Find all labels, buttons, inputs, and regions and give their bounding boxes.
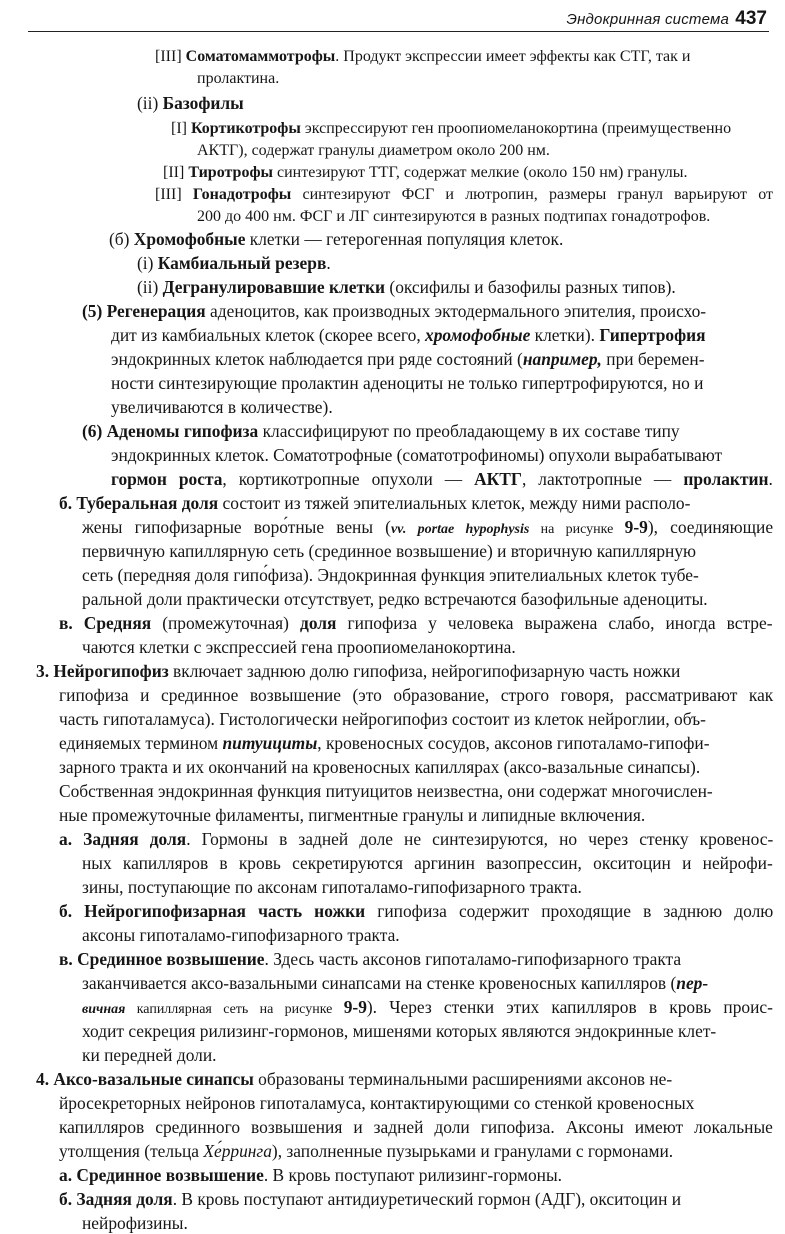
text-line — [197, 140, 550, 162]
text-line — [82, 300, 706, 322]
text-span: . Гормоны в задней доле не синтезируются, но через стенку кровенос- — [186, 829, 774, 849]
text-span: Собственная эндокринная функция питуицитов неизвестна, они содержат многочислен- — [59, 781, 713, 801]
emphasis-text: б. Задняя доля — [59, 1189, 173, 1209]
text-line — [197, 68, 279, 90]
emphasis-text: в. Срединное возвышение — [59, 949, 265, 969]
text-line — [59, 684, 773, 706]
text-span: йросекреторных нейронов гипоталамуса, контактирующими со стенкой кровеносных — [59, 1093, 695, 1113]
text-span: жены гипофизарные воро́тные вены ( — [82, 517, 391, 537]
text-span: зины, поступающие по аксонам гипоталамо-гипофизарного тракта. — [82, 877, 582, 897]
text-line — [155, 184, 773, 206]
text-span: экспрессируют ген проопиомеланокортина (преимущественно — [300, 120, 732, 137]
text-span: синтезируют ТТГ, содержат мелкие (около 150 нм) гранулы. — [273, 164, 688, 181]
emphasis-text: хромофобные — [425, 325, 531, 345]
text-span: ных капилляров в кровь секретируются аргинин вазопрессин, окситоцин и нейрофи- — [82, 853, 773, 873]
text-line — [82, 1044, 217, 1066]
text-span: капилляров срединного возвышения и задней доли гипофиза. Аксоны имеют локальные — [59, 1117, 773, 1137]
text-line — [111, 444, 722, 466]
text-span: сеть (передняя доля гипо́физа). Эндокринная функция эпителиальных клеток тубе- — [82, 565, 699, 585]
emphasis-text: пер- — [676, 973, 709, 993]
emphasis-text: (6) Аденомы гипофиза — [82, 421, 259, 441]
text-span: Хе́рринга — [203, 1141, 272, 1161]
emphasis-text: Дегранулировавшие клетки — [162, 277, 386, 297]
text-line — [111, 348, 705, 370]
emphasis-text: пролактин — [683, 469, 769, 489]
text-span: , лактотропные — — [521, 469, 684, 489]
text-line — [82, 1212, 188, 1234]
text-span: , кортикотропные опухоли — — [222, 469, 475, 489]
text-line — [137, 252, 331, 274]
emphasis-text: Кортикотрофы — [190, 120, 301, 137]
text-line — [59, 1188, 681, 1210]
text-line — [59, 1116, 773, 1138]
text-span: ), соединяющие — [647, 517, 774, 537]
text-line — [82, 540, 696, 562]
text-span: . — [326, 253, 331, 273]
text-line — [59, 708, 706, 730]
text-span: первичную капиллярную сеть (срединное возвышение) и вторичную капиллярную — [82, 541, 697, 561]
text-line — [59, 804, 645, 826]
text-span: эндокринных клеток наблюдается при ряде состояний ( — [111, 349, 523, 369]
text-span: АКТГ), содержат гранулы диаметром около 200 нм. — [197, 142, 550, 159]
text-line — [82, 564, 699, 586]
emphasis-text: а. Задняя доля — [59, 829, 187, 849]
text-line — [137, 276, 676, 298]
text-span: часть гипоталамуса). Гистологически нейрогипофиз состоит из клеток нейроглии, объ- — [59, 709, 706, 729]
text-span: дит из камбиальных клеток (скорее всего, — [111, 325, 426, 345]
text-span: капиллярная сеть на рисунке — [125, 1002, 344, 1017]
text-span: на рисунке — [529, 522, 625, 537]
text-span: гипофиза у человека выражена слабо, иногда встре- — [336, 613, 773, 633]
page-header — [0, 6, 785, 32]
text-span: гипофиза и срединное возвышение (это образование, строго говоря, рассматривают как — [59, 685, 774, 705]
emphasis-text: Соматомаммотрофы — [185, 48, 336, 65]
text-span: . Здесь часть аксонов гипоталамо-гипофизарного тракта — [264, 949, 682, 969]
text-line — [59, 828, 773, 850]
emphasis-text: в. Средняя — [59, 613, 152, 633]
text-line — [59, 1092, 694, 1114]
text-line — [59, 756, 700, 778]
running-title: Эндокринная система — [566, 11, 729, 28]
text-line — [82, 972, 708, 994]
text-span: аксоны гипоталамо-гипофизарного тракта. — [82, 925, 400, 945]
text-span: увеличиваются в количестве). — [111, 397, 333, 417]
text-span: клетки — гетерогенная популяция клеток. — [245, 229, 564, 249]
emphasis-text: Тиротрофы — [188, 164, 274, 181]
text-span: включает заднюю долю гипофиза, нейрогипофизарную часть ножки — [168, 661, 681, 681]
text-line — [197, 206, 710, 228]
text-span: (ii) — [137, 93, 163, 113]
text-line — [163, 162, 688, 184]
emphasis-text: например, — [522, 349, 602, 369]
text-span: образованы терминальными расширениями аксонов не- — [253, 1069, 673, 1089]
text-line — [82, 636, 516, 658]
text-span: . В кровь поступают рилизинг-гормоны. — [263, 1165, 563, 1185]
emphasis-text: vv. portae hypophysis — [390, 522, 530, 537]
text-span: аденоцитов, как производных эктодермального эпителия, происхо- — [205, 301, 707, 321]
text-span: чаются клетки с экспрессией гена проопиомеланокортина. — [82, 637, 516, 657]
emphasis-text: 3. Нейрогипофиз — [36, 661, 169, 681]
text-span: ). Через стенки этих капилляров в кровь проис- — [366, 997, 773, 1017]
text-span: [II] — [163, 164, 189, 181]
text-span: единяемых термином — [59, 733, 223, 753]
text-span: нейрофизины. — [82, 1213, 188, 1233]
text-span: ), заполненные пузырьками и гранулами с гормонами. — [271, 1141, 674, 1161]
text-span: , кровеносных сосудов, аксонов гипоталамо-гипофи- — [317, 733, 710, 753]
text-line — [82, 996, 773, 1021]
text-span: (оксифилы и базофилы разных типов). — [385, 277, 676, 297]
emphasis-text: вичная — [82, 1002, 126, 1017]
text-line — [59, 1140, 673, 1162]
text-span: . Продукт экспрессии имеет эффекты как СТГ, так и — [335, 48, 691, 65]
text-line — [59, 492, 690, 514]
text-line — [82, 876, 582, 898]
text-line — [82, 924, 400, 946]
text-line — [82, 420, 680, 442]
text-line — [111, 372, 704, 394]
emphasis-text: б. Нейрогипофизарная часть ножки — [59, 901, 366, 921]
emphasis-text: Хромофобные — [133, 229, 246, 249]
emphasis-text: Гипертрофия — [599, 325, 706, 345]
text-line — [111, 324, 706, 346]
emphasis-text: 4. Аксо-вазальные синапсы — [36, 1069, 254, 1089]
text-span: [I] — [171, 120, 191, 137]
header-rule — [28, 31, 769, 32]
emphasis-text: Гонадотрофы — [192, 186, 292, 203]
text-line — [111, 396, 333, 418]
text-span: зарного тракта и их окончаний на кровеносных капиллярах (аксо-вазальные синапсы). — [59, 757, 701, 777]
text-span: заканчивается аксо-вазальными синапсами на стенке кровеносных капилляров ( — [82, 973, 677, 993]
text-span: . — [768, 469, 773, 489]
emphasis-text: Базофилы — [162, 93, 244, 113]
text-span: гипофиза содержит проходящие в заднюю долю — [365, 901, 774, 921]
text-span: синтезируют ФСГ и лютропин, размеры гранул варьируют от — [291, 186, 773, 203]
text-line — [59, 900, 773, 922]
page-number: 437 — [735, 8, 767, 29]
text-line — [137, 92, 244, 114]
text-line — [36, 660, 680, 682]
text-line — [59, 612, 773, 634]
text-span: утолщения (тельца — [59, 1141, 204, 1161]
text-span: [III] — [155, 186, 193, 203]
emphasis-text: доля — [300, 613, 337, 633]
text-span: ральной доли практически отсутствует, редко встречаются базофильные аденоциты. — [82, 589, 708, 609]
text-line — [109, 228, 563, 250]
text-span: 200 до 400 нм. ФСГ и ЛГ синтезируются в разных подтипах гонадотрофов. — [197, 208, 711, 225]
text-line — [59, 780, 713, 802]
text-line — [59, 732, 710, 754]
emphasis-text: 9-9 — [343, 997, 367, 1017]
text-span: (ii) — [137, 277, 163, 297]
text-line — [111, 468, 773, 490]
text-span: ности синтезирующие пролактин аденоциты не только гипертрофируются, но и — [111, 373, 704, 393]
text-span: состоит из тяжей эпителиальных клеток, между ними располо- — [218, 493, 691, 513]
text-span: ные промежуточные филаменты, пигментные гранулы и липидные включения. — [59, 805, 646, 825]
emphasis-text: гормон роста — [111, 469, 223, 489]
text-line — [82, 516, 773, 541]
text-span: . В кровь поступают антидиуретический гормон (АДГ), окситоцин и — [172, 1189, 682, 1209]
emphasis-text: АКТГ — [474, 469, 522, 489]
emphasis-text: 9-9 — [624, 517, 648, 537]
text-span: (б) — [109, 229, 134, 249]
emphasis-text: а. Срединное возвышение — [59, 1165, 264, 1185]
text-line — [155, 46, 690, 68]
emphasis-text: Камбиальный резерв — [157, 253, 327, 273]
text-span: ходит секреция рилизинг-гормонов, мишенями которых являются эндокринные клет- — [82, 1021, 717, 1041]
text-line — [59, 948, 681, 970]
text-line — [171, 118, 731, 140]
text-span: классифицируют по преобладающему в их составе типу — [258, 421, 680, 441]
emphasis-text: (5) Регенерация — [82, 301, 206, 321]
text-line — [82, 852, 773, 874]
text-span: эндокринных клеток. Соматотрофные (соматотрофиномы) опухоли вырабатывают — [111, 445, 723, 465]
text-span: [III] — [155, 48, 186, 65]
emphasis-text: б. Туберальная доля — [59, 493, 219, 513]
text-span: клетки). — [530, 325, 600, 345]
text-span: ки передней доли. — [82, 1045, 217, 1065]
text-line — [82, 1020, 716, 1042]
text-line — [82, 588, 708, 610]
text-span: (промежуточная) — [151, 613, 301, 633]
text-span: при беремен- — [601, 349, 705, 369]
text-span: (i) — [137, 253, 158, 273]
text-line — [36, 1068, 672, 1090]
emphasis-text: питуициты — [222, 733, 318, 753]
text-span: пролактина. — [197, 70, 280, 87]
